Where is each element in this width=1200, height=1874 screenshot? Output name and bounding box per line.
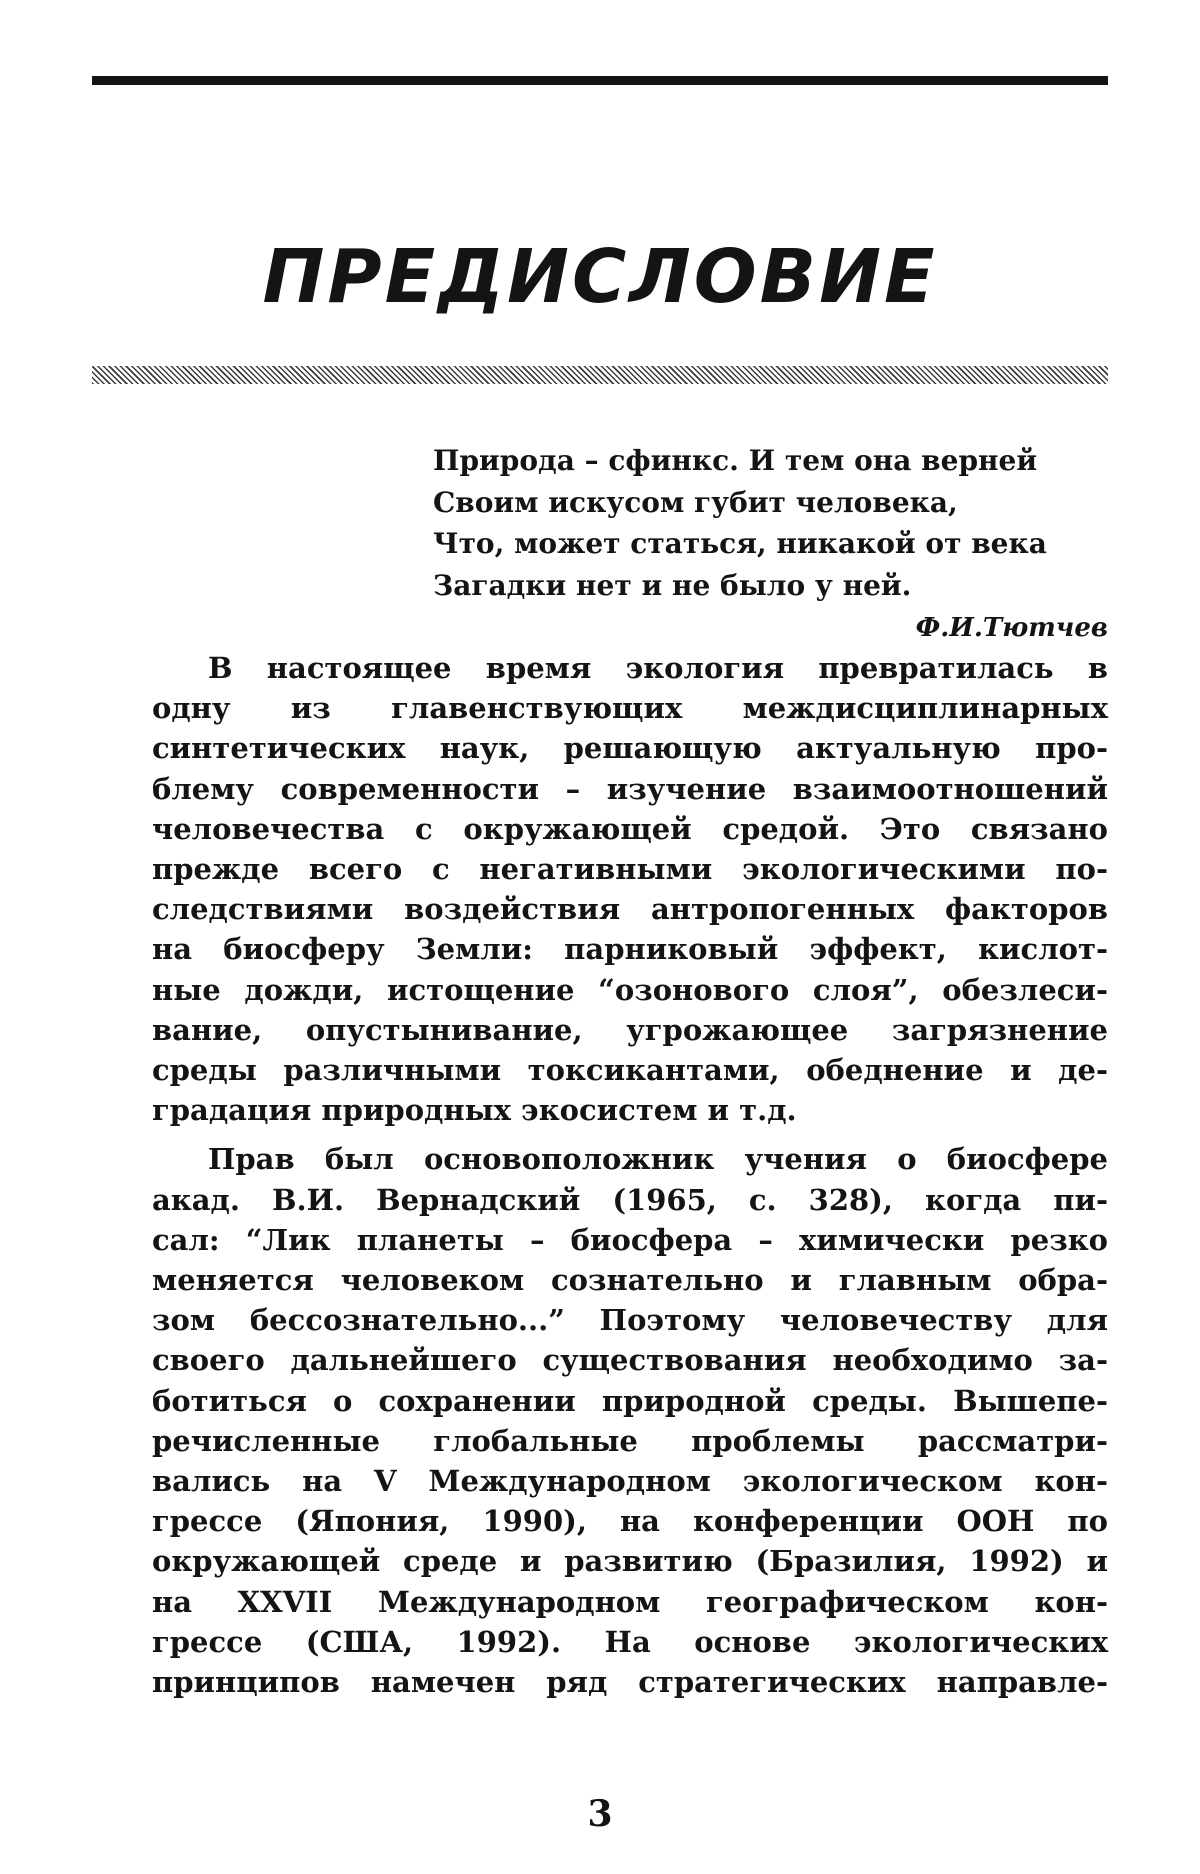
text-line: Прав был основоположник учения о биосфере	[208, 1142, 1108, 1177]
text-line: на биосферу Земли: парниковый эффект, кислот-	[152, 932, 1108, 967]
text-line: зом бессознательно...” Поэтому человечеству для	[152, 1303, 1108, 1338]
paragraph-1	[152, 648, 1108, 1130]
text-line: среды различными токсикантами, обеднение и де-	[152, 1053, 1108, 1088]
ornamental-band	[92, 366, 1108, 384]
text-line: грессе (Япония, 1990), на конференции ООН по	[152, 1504, 1108, 1539]
text-line: на XXVII Международном географическом кон-	[152, 1584, 1108, 1619]
text-line: синтетических наук, решающую актуальную про-	[152, 731, 1108, 766]
text-line: ные дожди, истощение “озонового слоя”, обезлеси-	[152, 972, 1108, 1007]
text-line: В настоящее время экология превратилась в	[208, 651, 1108, 685]
epigraph-author: Ф.И.Тютчев	[915, 613, 1108, 643]
text-line: блему современности – изучение взаимоотношений	[152, 771, 1108, 806]
text-line: меняется человеком сознательно и главным обра-	[152, 1263, 1108, 1298]
epigraph-line: Своим искусом губит человека,	[433, 485, 958, 519]
epigraph-line: Что, может статься, никакой от века	[433, 527, 1047, 560]
text-line: грессе (США, 1992). На основе экологических	[152, 1624, 1108, 1659]
page-number: 3	[587, 1793, 613, 1835]
text-line: следствиями воздействия антропогенных факторов	[152, 892, 1108, 927]
text-line: принципов намечен ряд стратегических направле-	[152, 1665, 1108, 1700]
text-line: градация природных экосистем и т.д.	[152, 1093, 797, 1128]
text-line: одну из главенствующих междисциплинарных	[152, 691, 1108, 726]
text-line: акад. В.И. Вернадский (1965, с. 328), когда пи-	[152, 1182, 1108, 1217]
epigraph	[433, 440, 1113, 606]
text-line: ботиться о сохранении природной среды. Вышепе-	[152, 1383, 1108, 1418]
text-line: человечества с окружающей средой. Это связано	[152, 811, 1108, 846]
chapter-title: ПРЕДИСЛОВИЕ	[262, 234, 938, 320]
text-line: речисленные глобальные проблемы рассматри-	[152, 1423, 1108, 1458]
epigraph-line: Природа – сфинкс. И тем она верней	[433, 444, 1038, 477]
text-line: сал: “Лик планеты – биосфера – химически резко	[152, 1222, 1108, 1257]
text-line: вание, опустынивание, угрожающее загрязнение	[152, 1012, 1108, 1047]
paragraph-2	[152, 1139, 1108, 1702]
text-line: прежде всего с негативными экологическими по-	[152, 852, 1108, 887]
text-line: своего дальнейшего существования необходимо за-	[152, 1343, 1108, 1378]
body-text	[152, 648, 1108, 1702]
top-rule	[92, 76, 1108, 85]
epigraph-line: Загадки нет и не было у ней.	[433, 568, 912, 602]
text-line: вались на V Международном экологическом кон-	[152, 1464, 1108, 1499]
text-line: окружающей среде и развитию (Бразилия, 1992) и	[152, 1544, 1108, 1579]
